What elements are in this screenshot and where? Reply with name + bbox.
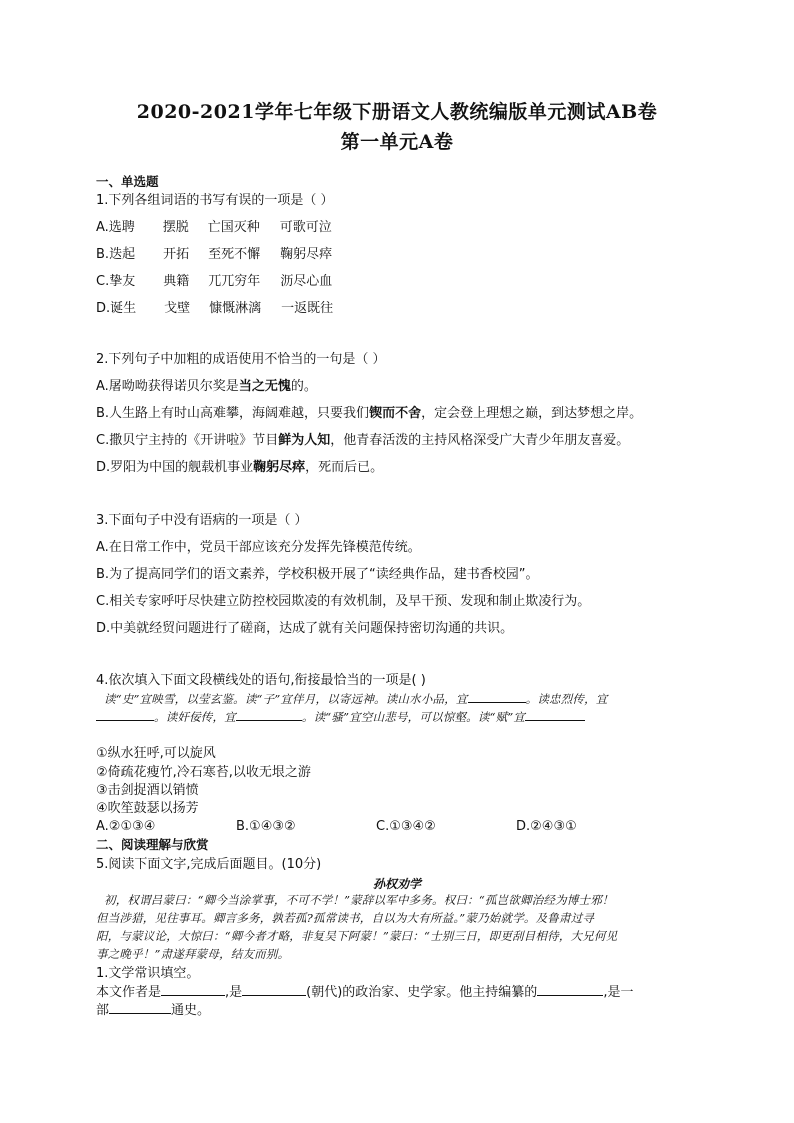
question-5-stem: 5.阅读下面文字,完成后面题目。(10分) bbox=[96, 857, 322, 872]
passage-line-4: 事之晚乎！”肃遂拜蒙母，结友而别。 bbox=[96, 947, 290, 961]
section-heading-reading: 二、阅读理解与欣赏 bbox=[96, 837, 209, 852]
question-3-option-d: D.中美就经贸问题进行了磋商，达成了就有关问题保持密切沟通的共识。 bbox=[96, 621, 514, 636]
passage-line-2: 但当涉猎，见往事耳。卿言多务，孰若孤?孤常读书，自以为大有所益。”蒙乃始就学。及鲁肃过寻 bbox=[96, 911, 595, 925]
blank-4 bbox=[525, 708, 585, 721]
author-blank bbox=[161, 983, 225, 996]
sub-question-1: 1.文学常识填空。 bbox=[96, 966, 200, 981]
fill-line-1: 本文作者是 ,是 (朝代)的政治家、史学家。他主持编纂的 ,是一 bbox=[96, 985, 634, 1000]
question-1-option-a: A.选聘 摆脱 亡国灭种 可歌可泣 bbox=[96, 220, 332, 235]
passage-line-3: 阳，与蒙议论，大惊曰：“卿今者才略，非复吴下阿蒙！”蒙曰：“士别三日，即更刮目相待，大兄何见 bbox=[96, 929, 618, 943]
genre-blank bbox=[109, 1001, 171, 1014]
blank-1 bbox=[468, 690, 526, 703]
question-3-option-a: A.在日常工作中，党员干部应该充分发挥先锋模范传统。 bbox=[96, 540, 421, 555]
fill-line-2: 部 通史。 bbox=[96, 1003, 211, 1018]
question-2-option-d: D.罗阳为中国的舰载机事业鞠躬尽瘁，死而后已。 bbox=[96, 460, 384, 475]
blank-3 bbox=[236, 708, 302, 721]
question-3-option-c: C.相关专家呼吁尽快建立防控校园欺凌的有效机制，及早干预、发现和制止欺凌行为。 bbox=[96, 594, 591, 609]
question-4-choices: A.②①③④ B.①④③② C.①③④② D.②④③① bbox=[96, 819, 577, 834]
question-4-passage-line-1: 读“史”宜映雪，以莹玄鉴。读“子”宜伴月，以寄远神。读山水小品，宜 。读忠烈传，宜 bbox=[104, 692, 608, 706]
question-3-stem: 3.下面句子中没有语病的一项是（ ） bbox=[96, 513, 308, 528]
dynasty-blank bbox=[242, 983, 306, 996]
section-heading-single-choice: 一、单选题 bbox=[96, 174, 159, 189]
question-4-passage-line-2: 。读奸佞传，宜 。读“骚”宜空山悲号，可以惊壑。读“赋”宜 bbox=[96, 708, 696, 725]
question-2-option-c: C.撒贝宁主持的《开讲啦》节目鲜为人知，他青春活泼的主持风格深受广大青少年朋友喜爱。 bbox=[96, 433, 630, 448]
work-blank bbox=[537, 983, 603, 996]
question-3-option-b: B.为了提高同学们的语文素养，学校积极开展了“读经典作品，建书香校园”。 bbox=[96, 567, 539, 582]
question-1-stem: 1.下列各组词语的书写有误的一项是（ ） bbox=[96, 193, 334, 208]
question-4-item-1: ①纵水狂呼,可以旋风 bbox=[96, 746, 216, 761]
question-1-option-d: D.诞生 戈壁 慷慨淋漓 一返既往 bbox=[96, 301, 334, 316]
question-2-option-a: A.屠呦呦获得诺贝尔奖是当之无愧的。 bbox=[96, 379, 317, 394]
document-title: 2020-2021学年七年级下册语文人教统编版单元测试AB卷 bbox=[136, 101, 658, 123]
blank-2 bbox=[96, 708, 154, 721]
question-1-option-b: B.迭起 开拓 至死不懈 鞠躬尽瘁 bbox=[96, 247, 333, 262]
question-1-option-c: C.挚友 典籍 兀兀穷年 沥尽心血 bbox=[96, 274, 333, 289]
passage-title: 孙权劝学 bbox=[372, 877, 421, 891]
question-4-item-2: ②倚疏花瘦竹,冷石寒苔,以收无垠之游 bbox=[96, 765, 311, 780]
question-4-stem: 4.依次填入下面文段横线处的语句,衔接最恰当的一项是( ) bbox=[96, 673, 426, 688]
document-subtitle: 第一单元A卷 bbox=[340, 131, 454, 153]
question-4-item-3: ③击剑捉酒以销愤 bbox=[96, 783, 199, 798]
passage-line-1: 初，权谓吕蒙曰：“卿今当涂掌事，不可不学！”蒙辞以军中多务。权曰：“孤岂欲卿治经为博士邪！ bbox=[104, 893, 614, 907]
question-2-option-b: B.人生路上有时山高难攀，海阔难越，只要我们锲而不舍，定会登上理想之巅，到达梦想之岸。 bbox=[96, 406, 643, 421]
question-2-stem: 2.下列句子中加粗的成语使用不恰当的一句是（ ） bbox=[96, 352, 386, 367]
question-4-item-4: ④吹笙鼓瑟以扬芳 bbox=[96, 801, 199, 816]
